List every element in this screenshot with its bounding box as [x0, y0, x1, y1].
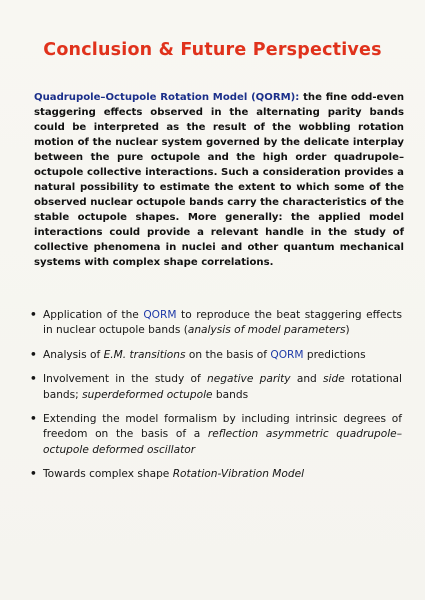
- list-item: [30, 348, 402, 363]
- bullet-icon: •: [30, 309, 37, 321]
- italic-term: negative parity: [207, 373, 291, 386]
- item-text: Analysis of: [43, 348, 104, 361]
- list-item: [30, 467, 402, 482]
- item-text: and: [290, 373, 324, 386]
- item-text: bands: [212, 388, 249, 401]
- model-name-lead: Quadrupole–Octupole Rotation Model (QORM):: [34, 92, 300, 103]
- item-text: Extending the model formalism by including intrinsic degrees of freedom on the basis of a: [43, 413, 402, 441]
- italic-term: side: [323, 373, 345, 386]
- bullet-icon: •: [30, 373, 37, 386]
- item-text: on the basis of: [185, 348, 271, 361]
- item-text: Application of the: [43, 309, 144, 321]
- qorm-term: QORM: [143, 309, 177, 321]
- list-item: [30, 308, 402, 339]
- italic-term: Rotation-Vibration Model: [172, 468, 305, 481]
- summary-paragraph: [34, 90, 404, 270]
- italic-term: E.M. transitions: [103, 348, 186, 361]
- list-item: [30, 412, 402, 458]
- item-text: Towards complex shape: [43, 468, 173, 481]
- item-text: predictions: [303, 348, 366, 361]
- bullet-icon: •: [30, 413, 37, 426]
- summary-text: the fine odd-even staggering effects observed in the alternating parity bands could be interpreted as the result of the wobbling rotation motion of the nuclear system governed by the delicate interplay between the pure octupole and the high order quadrupole–octupole collective interactions. Such a consideration provides a natural possibility to estimate the extent to which some of the observed nuclear octupole bands carry the characteristics of the stable octupole shapes. More generally: the applied model interactions could provide a relevant handle in the study of collective phenomena in nuclei and other quantum mechanical systems with complex shape correlations.: [34, 92, 404, 268]
- list-item: [30, 372, 402, 403]
- item-text: Involvement in the study of: [43, 373, 208, 386]
- perspectives-list: [30, 308, 402, 492]
- italic-term: analysis of model parameters: [187, 324, 346, 337]
- item-text: rotational bands;: [43, 373, 402, 401]
- italic-term: superdeformed octupole: [82, 388, 213, 401]
- qorm-term: QORM: [270, 348, 304, 361]
- bullet-icon: •: [30, 468, 37, 481]
- bullet-icon: •: [30, 348, 37, 361]
- item-text: ): [345, 324, 350, 337]
- item-text: to reproduce the beat staggering effects in nuclear octupole bands (: [43, 309, 402, 337]
- slide-title: Conclusion & Future Perspectives: [43, 40, 382, 60]
- italic-term: reflection asymmetric quadrupole–octupole deformed oscillator: [43, 428, 402, 456]
